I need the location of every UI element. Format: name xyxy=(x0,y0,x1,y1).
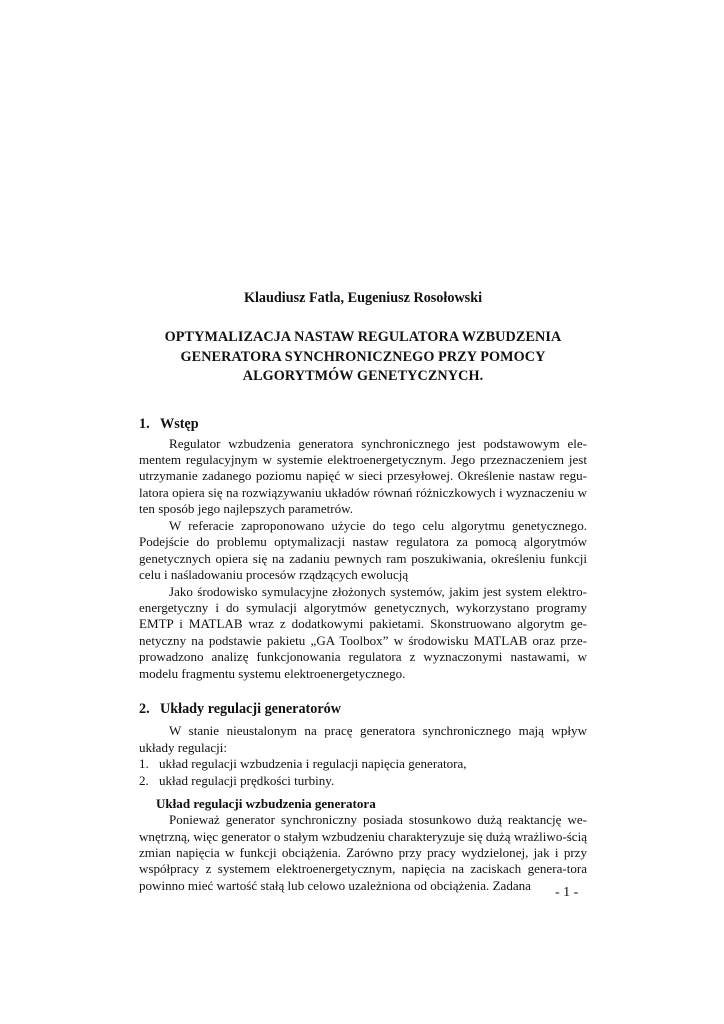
section-title: Układy regulacji generatorów xyxy=(160,701,341,718)
section-title: Wstęp xyxy=(160,415,199,432)
page-content xyxy=(139,288,587,894)
list-number: 1. xyxy=(139,756,149,772)
list-item xyxy=(139,756,587,772)
paragraph: Regulator wzbudzenia generatora synchronicznego jest podstawowym ele-mentem regulacyjnym w systemie elektroenergetycznym. Jego przeznaczeniem jest utrzymanie zadanego poziomu napięć w sieci przesyłowej. Określenie nastaw regu-latora opiera się na rozwiązywaniu układów równań różniczkowych i wyznaczeniu w ten sposób jego najlepszych parametrów. xyxy=(139,435,587,517)
list-item xyxy=(139,773,587,789)
paragraph: W referacie zaproponowano użycie do tego celu algorytmu genetycznego. Podejście do problemu optymalizacji nastaw regulatora za pomocą algorytmów genetycznych opiera się na zadaniu pewnych ram poszukiwania, określeniu funkcji celu i naśladowaniu procesów rządzących ewolucją xyxy=(139,517,587,583)
paper-title xyxy=(139,328,587,387)
list-number: 2. xyxy=(139,772,149,788)
authors: Klaudiusz Fatla, Eugeniusz Rosołowski xyxy=(243,290,483,306)
list-text: układ regulacji wzbudzenia i regulacji napięcia generatora, xyxy=(159,756,467,772)
paragraph: Jako środowisko symulacyjne złożonych systemów, jakim jest system elektro-energetyczny i do symulacji algorytmów genetycznych, wykorzystano programy EMTP i MATLAB wraz z dodatkowymi pakietami. Skonstruowano algorytm ge-netyczny na podstawie pakietu „GA Toolbox” w środowisku MATLAB oraz prze-prowadzono analizę funkcjonowania regulatora z wyznaczonymi nastawami, w modelu fragmentu systemu elektroenergetycznego. xyxy=(139,583,587,681)
page-number: - 1 - xyxy=(555,885,579,900)
section-number: 2. xyxy=(139,701,150,718)
regulation-list xyxy=(139,756,587,789)
paragraph: Ponieważ generator synchroniczny posiada stosunkowo dużą reaktancję we-wnętrzną, więc generator o stałym wzbudzeniu charakteryzuje się dużą wrażliwo-ścią zmian napięcia w funkcji obciążenia. Zarówno przy pracy wydzielonej, jak i przy współpracy z systemem elektroenergetycznym, napięcia na zaciskach genera-tora powinno mieć wartość stałą lub celowo uzależniona od obciążenia. Zadana xyxy=(139,812,587,893)
title-line: GENERATORA SYNCHRONICZNEGO PRZY POMOCY xyxy=(180,348,546,365)
title-line: ALGORYTMÓW GENETYCZNYCH. xyxy=(242,368,484,384)
list-text: układ regulacji prędkości turbiny. xyxy=(159,772,335,788)
section-heading-regulation xyxy=(139,699,587,719)
subsection-heading: Układ regulacji wzbudzenia generatora xyxy=(156,796,376,812)
section-number: 1. xyxy=(139,415,150,432)
title-line: OPTYMALIZACJA NASTAW REGULATORA WZBUDZENIA xyxy=(164,329,562,345)
section-heading-intro xyxy=(139,414,587,434)
paragraph: W stanie nieustalonym na pracę generatora synchronicznego mają wpływ układy regulacji: xyxy=(139,723,587,755)
